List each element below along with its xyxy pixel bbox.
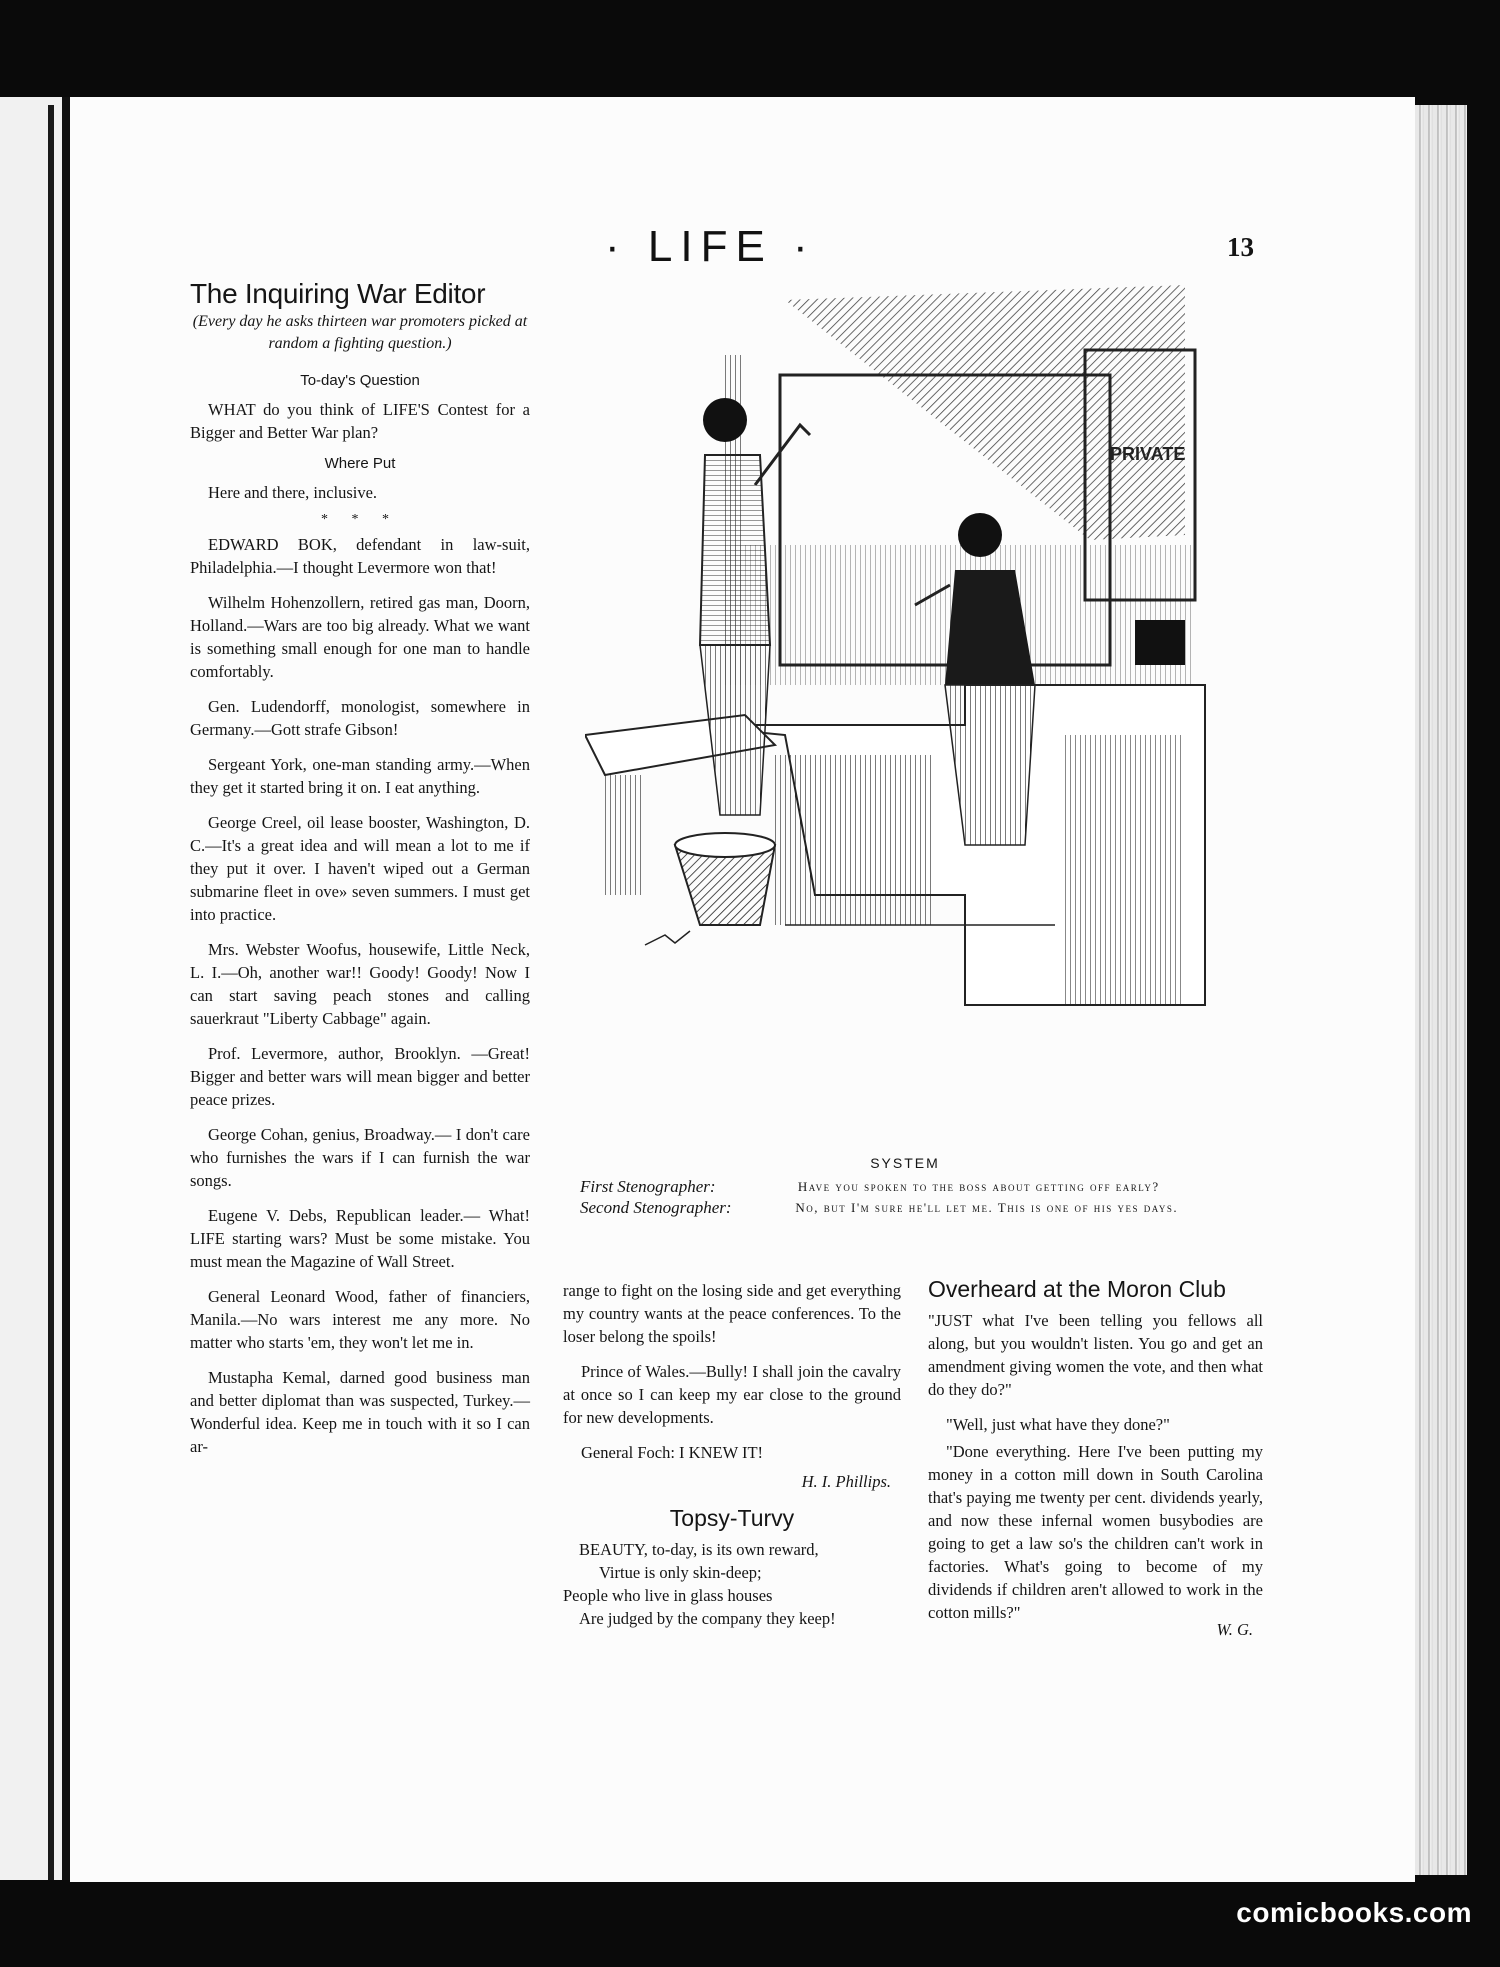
entry-paragraph: EDWARD BOK, defendant in law-suit, Philadelphia.—I thought Levermore won that! bbox=[190, 535, 530, 577]
poem-line-2: Virtue is only skin-deep; bbox=[599, 1563, 762, 1582]
entry-paragraph: George Creel, oil lease booster, Washington, D. C.—It's a great idea and will mean a lot to me if they put it over. I haven't wiped out a German submarine fleet in ove» seven summers. I must get into practice. bbox=[190, 813, 530, 924]
wales-entry: Prince of Wales.—Bully! I shall join the cavalry at once so I can keep my ear close to the ground for new developments. bbox=[563, 1362, 901, 1427]
entry-paragraph: Wilhelm Hohenzollern, retired gas man, Doorn, Holland.—Wars are too big already. What we want is something small enough for one man to handle comfortably. bbox=[190, 593, 530, 681]
left-page-edge bbox=[0, 97, 70, 1880]
moron-para-1: "JUST what I've been telling you fellows all along, but you wouldn't listen. You go and get an amendment giving women the vote, and then what do they do?" bbox=[928, 1311, 1263, 1399]
left-article bbox=[190, 278, 530, 1470]
caption-line-2 bbox=[580, 1198, 1230, 1217]
binding-shadow bbox=[48, 105, 54, 1880]
entry-paragraph: General Leonard Wood, father of financiers, Manila.—No wars interest me any more. No matter who starts 'em, they won't let me in. bbox=[190, 1287, 530, 1352]
caption-line-1 bbox=[580, 1177, 1230, 1196]
continued-text: range to fight on the losing side and get everything my country wants at the peace conferences. To the loser belong the spoils! bbox=[563, 1281, 901, 1346]
masthead: · LIFE · bbox=[605, 222, 816, 271]
moron-para-3: "Done everything. Here I've been putting my money in a cotton mill down in South Carolina that's paying me twenty per cent. dividends yearly, and now these infernal women busybodies are going to get a law so's the children can't work in factories. What's going to become of my dividends if children aren't allowed to work in the cotton mills?" bbox=[928, 1442, 1263, 1622]
poem-line-3: People who live in glass houses bbox=[563, 1586, 773, 1605]
where-text: Here and there, inclusive. bbox=[208, 483, 378, 502]
moron-club-title: Overheard at the Moron Club bbox=[928, 1276, 1226, 1302]
article-subtitle: (Every day he asks thirteen war promoters picked at random a fighting question.) bbox=[192, 313, 528, 352]
middle-column bbox=[563, 1279, 901, 1630]
entry-paragraph: Prof. Levermore, author, Brooklyn. —Great! Bigger and better wars will mean bigger and better peace prizes. bbox=[190, 1044, 530, 1109]
office-illustration bbox=[585, 285, 1210, 1155]
watermark: comicbooks.com bbox=[1236, 1897, 1472, 1928]
caption-title: SYSTEM bbox=[870, 1155, 940, 1171]
private-sign: PRIVATE bbox=[1110, 444, 1186, 464]
foch-entry: General Foch: I KNEW IT! bbox=[581, 1443, 764, 1462]
poem-line-4: Are judged by the company they keep! bbox=[579, 1609, 836, 1628]
poem-title: Topsy-Turvy bbox=[669, 1505, 795, 1531]
entry-paragraph: Gen. Ludendorff, monologist, somewhere in Germany.—Gott strafe Gibson! bbox=[190, 697, 530, 739]
entry-paragraph: George Cohan, genius, Broadway.— I don't care who furnishes the wars if I can furnish the war songs. bbox=[190, 1125, 530, 1190]
page-number: 13 bbox=[1227, 232, 1254, 262]
article-title: The Inquiring War Editor bbox=[190, 278, 486, 309]
caption-text-1: Have you spoken to the boss about getting off early? bbox=[797, 1179, 1160, 1194]
caption-text-2: No, but I'm sure he'll let me. This is one of his yes days. bbox=[795, 1200, 1179, 1215]
illustration-caption bbox=[580, 1155, 1230, 1219]
caption-speaker-2: Second Stenographer: bbox=[580, 1198, 732, 1217]
question-text: WHAT do you think of LIFE'S Contest for a Bigger and Better War plan? bbox=[190, 400, 530, 442]
byline: H. I. Phillips. bbox=[801, 1472, 891, 1491]
moron-signature: W. G. bbox=[1216, 1620, 1253, 1639]
entry-paragraph: Sergeant York, one-man standing army.—When they get it started bring it on. I eat anything. bbox=[190, 755, 530, 797]
poem bbox=[563, 1538, 901, 1630]
poem-line-1: BEAUTY, to-day, is its own reward, bbox=[579, 1540, 819, 1559]
question-heading: To-day's Question bbox=[300, 372, 420, 389]
entry-paragraph: Eugene V. Debs, Republican leader.— What! LIFE starting wars? Must be some mistake. You must mean the Magazine of Wall Street. bbox=[190, 1206, 530, 1271]
entry-paragraph: Mustapha Kemal, darned good business man and better diplomat than was suspected, Turkey.—Wonderful idea. Keep me in touch with it so I can ar- bbox=[190, 1368, 530, 1456]
where-heading: Where Put bbox=[324, 455, 396, 472]
caption-speaker-1: First Stenographer: bbox=[580, 1177, 716, 1196]
right-column bbox=[928, 1278, 1263, 1641]
section-stars: * * * bbox=[321, 512, 399, 527]
entries-list bbox=[190, 533, 530, 1458]
page-stack-edge bbox=[1415, 105, 1467, 1875]
entry-paragraph: Mrs. Webster Woofus, housewife, Little Neck, L. I.—Oh, another war!! Goody! Goody! Now I can start saving peach stones and calling sauerkraut "Liberty Cabbage" again. bbox=[190, 940, 530, 1028]
moron-para-2: "Well, just what have they done?" bbox=[946, 1415, 1170, 1434]
